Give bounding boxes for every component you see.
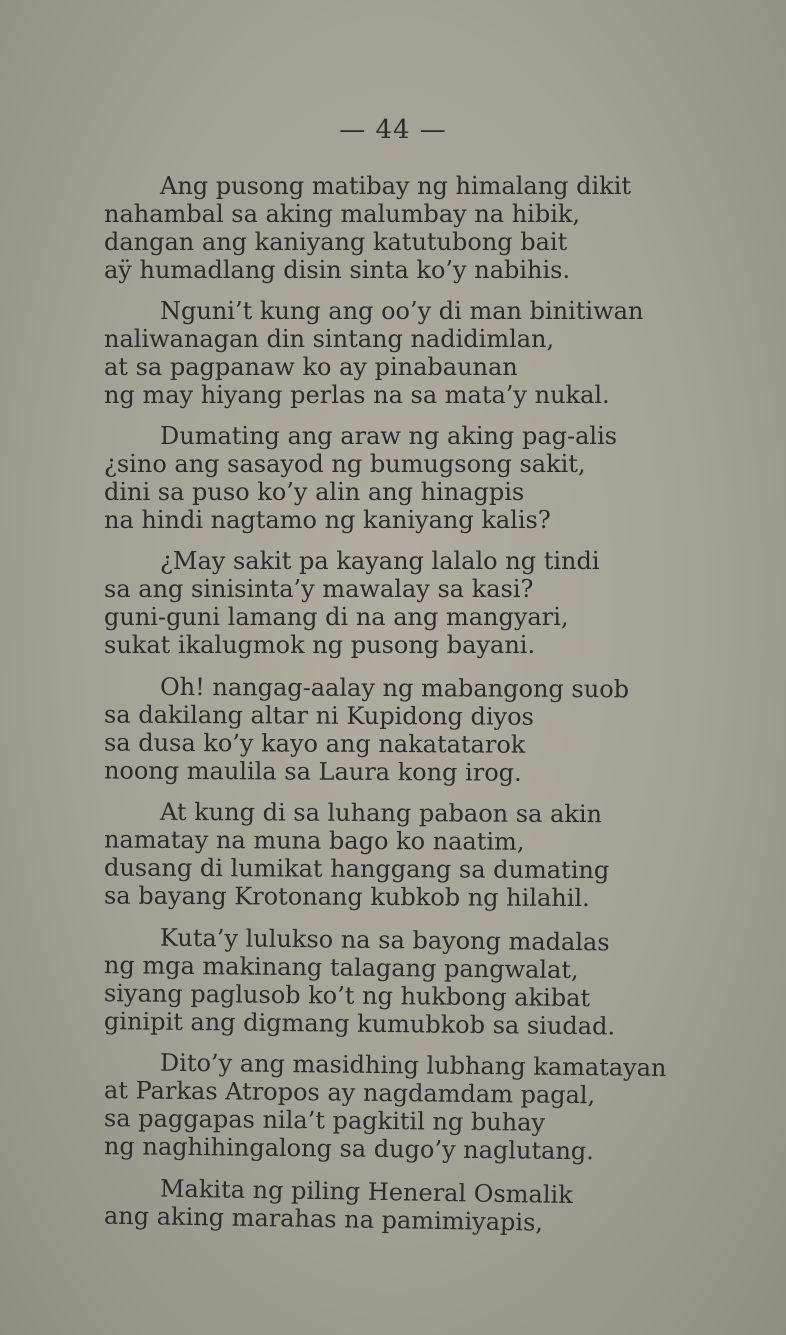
verse-line: Ang pusong matibay ng himalang dikit bbox=[160, 172, 632, 200]
verse-line: Nguni’t kung ang oo’y di man binitiwan bbox=[160, 297, 644, 325]
stanza bbox=[0, 797, 786, 913]
verse-line: siyang paglusob ko’t ng hukbong akibat bbox=[103, 979, 591, 1013]
stanza bbox=[0, 422, 786, 534]
verse-line: sa bayang Krotonang kubkob ng hilahil. bbox=[103, 881, 590, 913]
verse-line: noong maulila sa Laura kong irog. bbox=[103, 756, 522, 787]
stanza bbox=[0, 922, 786, 1041]
page-number: — 44 — bbox=[339, 115, 447, 145]
stanza bbox=[0, 172, 786, 284]
poem-body bbox=[0, 172, 786, 1241]
stanza bbox=[0, 297, 786, 409]
verse-line: At kung di sa luhang pabaon sa akin bbox=[159, 797, 603, 829]
verse-line: aÿ humadlang disin sinta ko’y nabihis. bbox=[104, 256, 571, 284]
verse-line: guni-guni lamang di na ang mangyari, bbox=[104, 603, 569, 631]
verse-line: Oh! nangag-aalay ng mabangong suob bbox=[159, 672, 630, 704]
stanza bbox=[0, 1047, 786, 1166]
stanza bbox=[0, 547, 786, 659]
verse-line: na hindi nagtamo ng kaniyang kalis? bbox=[104, 506, 551, 534]
verse-line: ng mga makinang talagang pangwalat, bbox=[103, 951, 579, 985]
verse-line: naliwanagan din sintang nadidimlan, bbox=[104, 325, 555, 353]
verse-line: dusang di lumikat hanggang sa dumating bbox=[103, 853, 610, 885]
verse-line: ng may hiyang perlas na sa mata’y nukal. bbox=[104, 381, 610, 409]
stanza bbox=[0, 672, 786, 787]
verse-line: sa dusa ko’y kayo ang nakatatarok bbox=[103, 728, 526, 759]
verse-line: namatay na muna bago ko naatim, bbox=[103, 825, 525, 856]
verse-line: Dito’y ang masidhing lubhang kamatayan bbox=[159, 1048, 667, 1082]
verse-line: Kuta’y lulukso na sa bayong madalas bbox=[159, 923, 610, 957]
verse-line: ng naghihingalong sa dugo’y naglutang. bbox=[103, 1132, 595, 1166]
verse-line: ¿sino ang sasayod ng bumugsong sakit, bbox=[104, 450, 586, 478]
verse-line: Makita ng piling Heneral Osmalik bbox=[159, 1174, 573, 1209]
verse-line: ¿May sakit pa kayang lalalo ng tindi bbox=[160, 547, 600, 575]
verse-line: nahambal sa aking malumbay na hibik, bbox=[104, 200, 581, 228]
verse-line: sa paggapas nila’t pagkitil ng buhay bbox=[103, 1104, 546, 1137]
verse-line: sa ang sinisinta’y mawalay sa kasi? bbox=[104, 575, 534, 603]
verse-line: ginipit ang digmang kumubkob sa siudad. bbox=[103, 1007, 616, 1041]
stanza bbox=[0, 1172, 786, 1237]
verse-line: sa dakilang altar ni Kupidong diyos bbox=[103, 700, 534, 731]
verse-line: dini sa puso ko’y alin ang hinagpis bbox=[104, 478, 525, 506]
verse-line: at Parkas Atropos ay nagdamdam pagal, bbox=[103, 1076, 596, 1110]
verse-line: at sa pagpanaw ko ay pinabaunan bbox=[104, 353, 518, 381]
verse-line: Dumating ang araw ng aking pag-alis bbox=[160, 422, 618, 450]
verse-line: ang aking marahas na pamimiyapis, bbox=[103, 1201, 544, 1237]
verse-line: sukat ikalugmok ng pusong bayani. bbox=[104, 631, 536, 659]
verse-line: dangan ang kaniyang katutubong bait bbox=[104, 228, 568, 256]
